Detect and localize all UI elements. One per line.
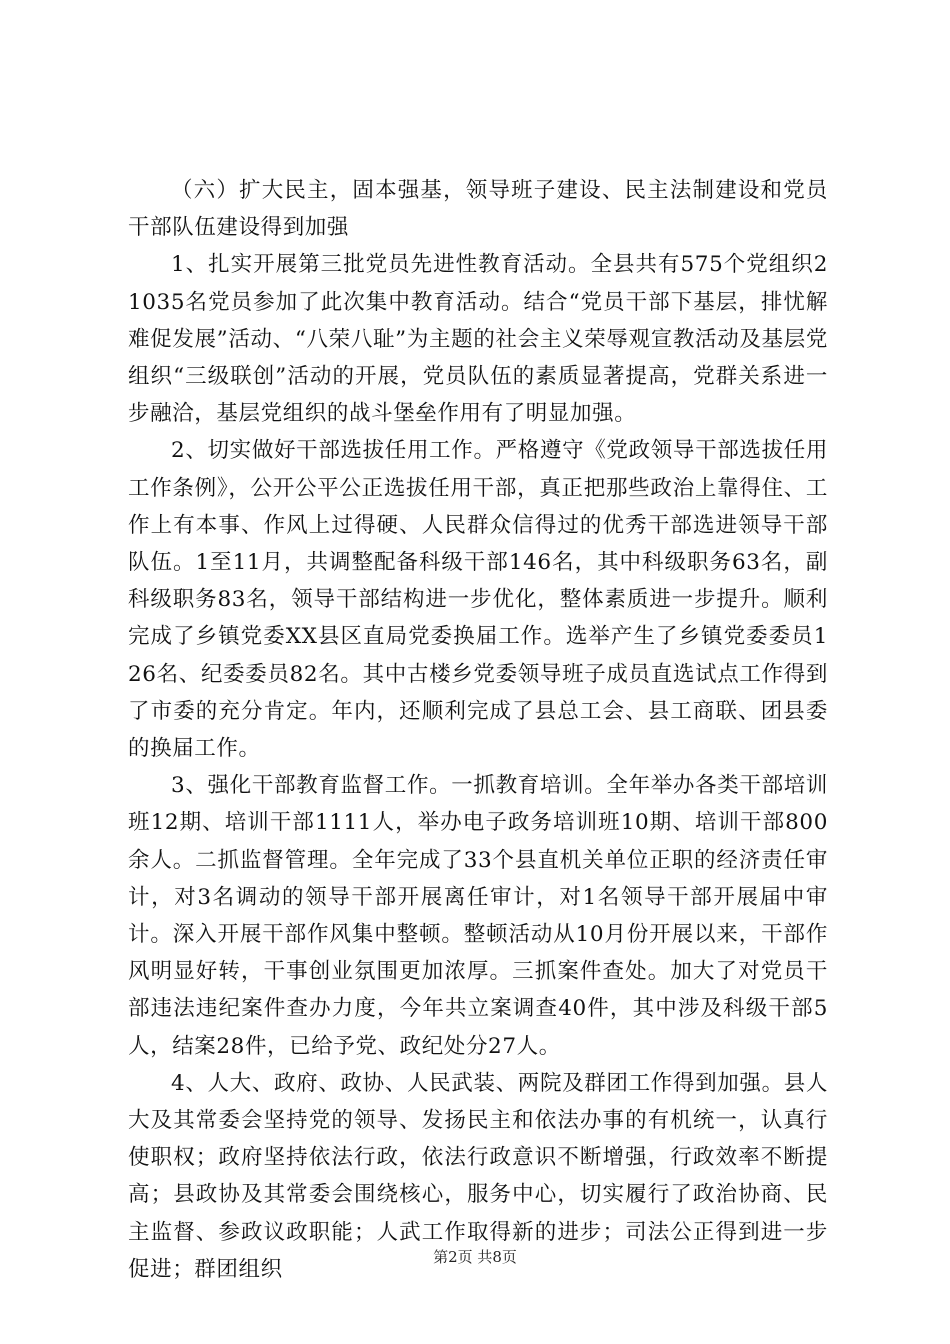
- section-heading-paragraph: （六）扩大民主，固本强基，领导班子建设、民主法制建设和党员干部队伍建设得到加强: [128, 178, 828, 241]
- paragraph-item-2: 2、切实做好干部选拔任用工作。严格遵守《党政领导干部选拔任用工作条例》，公开公平公正选拔任用干部，真正把那些政治上靠得住、工作上有本事、作风上过得硬、人民群众信得过的优秀干部选进领导干部队伍。1至11月，共调整配备科级干部146名，其中科级职务63名，副科级职务83名，领导干部结构进一步优化，整体素质进一步提升。顺利完成了乡镇党委XX县区直局党委换届工作。选举产生了乡镇党委委员126名、纪委委员82名。其中古楼乡党委领导班子成员直选试点工作得到了市委的充分肯定。年内，还顺利完成了县总工会、县工商联、团县委的换届工作。: [128, 438, 828, 762]
- paragraph-item-3: 3、强化干部教育监督工作。一抓教育培训。全年举办各类干部培训班12期、培训干部1111人，举办电子政务培训班10期、培训干部800余人。二抓监督管理。全年完成了33个县直机关单位正职的经济责任审计，对3名调动的领导干部开展离任审计，对1名领导干部开展届中审计。深入开展干部作风集中整顿。整顿活动从10月份开展以来，干部作风明显好转，干事创业氛围更加浓厚。三抓案件查处。加大了对党员干部违法违纪案件查办力度，今年共立案调查40件，其中涉及科级干部5人，结案28件，已给予党、政纪处分27人。: [128, 773, 828, 1059]
- paragraph-item-1: 1、扎实开展第三批党员先进性教育活动。全县共有575个党组织21035名党员参加了此次集中教育活动。结合“党员干部下基层，排忧解难促发展”活动、“八荣八耻”为主题的社会主义荣辱观宣教活动及基层党组织“三级联创”活动的开展，党员队伍的素质显著提高，党群关系进一步融洽，基层党组织的战斗堡垒作用有了明显加强。: [128, 252, 828, 427]
- paragraph-item-4: 4、人大、政府、政协、人民武装、两院及群团工作得到加强。县人大及其常委会坚持党的领导、发扬民主和依法办事的有机统一，认真行使职权；政府坚持依法行政，依法行政意识不断增强，行政效率不断提高；县政协及其常委会围绕核心，服务中心，切实履行了政治协商、民主监督、参政议政职能；人武工作取得新的进步；司法公正得到进一步促进；群团组织: [128, 1070, 828, 1282]
- page-footer: 第2页 共8页: [433, 1248, 517, 1266]
- document-body: [128, 172, 828, 1288]
